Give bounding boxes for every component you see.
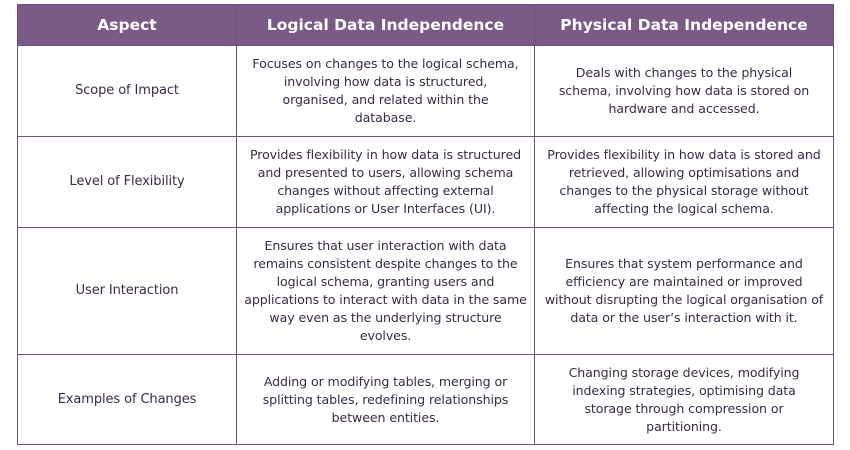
table-row: [18, 355, 834, 445]
aspect-cell: Examples of Changes: [18, 355, 237, 445]
physical-cell: Changing storage devices, modifying indexing strategies, optimising data storage through compression or partitioning.: [535, 355, 834, 445]
logical-cell: Provides flexibility in how data is structured and presented to users, allowing schema changes without affecting external applications or User Interfaces (UI).: [237, 137, 535, 228]
header-physical-data-independence: Physical Data Independence: [535, 5, 834, 46]
header-aspect: Aspect: [18, 5, 237, 46]
logical-cell: Adding or modifying tables, merging or splitting tables, redefining relationships between entities.: [237, 355, 535, 445]
table-header-row: [18, 5, 834, 46]
logical-cell: Focuses on changes to the logical schema, involving how data is structured, organised, and related within the database.: [237, 46, 535, 137]
comparison-table: [17, 4, 834, 445]
table-row: [18, 228, 834, 355]
aspect-cell: Level of Flexibility: [18, 137, 237, 228]
physical-cell: Ensures that system performance and efficiency are maintained or improved without disrupting the logical organisation of data or the user’s interaction with it.: [535, 228, 834, 355]
physical-cell: Deals with changes to the physical schema, involving how data is stored on hardware and accessed.: [535, 46, 834, 137]
table-row: [18, 137, 834, 228]
aspect-cell: User Interaction: [18, 228, 237, 355]
logical-cell: Ensures that user interaction with data remains consistent despite changes to the logical schema, granting users and applications to interact with data in the same way even as the underlying structure evolves.: [237, 228, 535, 355]
aspect-cell: Scope of Impact: [18, 46, 237, 137]
table-row: [18, 46, 834, 137]
header-logical-data-independence: Logical Data Independence: [237, 5, 535, 46]
physical-cell: Provides flexibility in how data is stored and retrieved, allowing optimisations and changes to the physical storage without affecting the logical schema.: [535, 137, 834, 228]
